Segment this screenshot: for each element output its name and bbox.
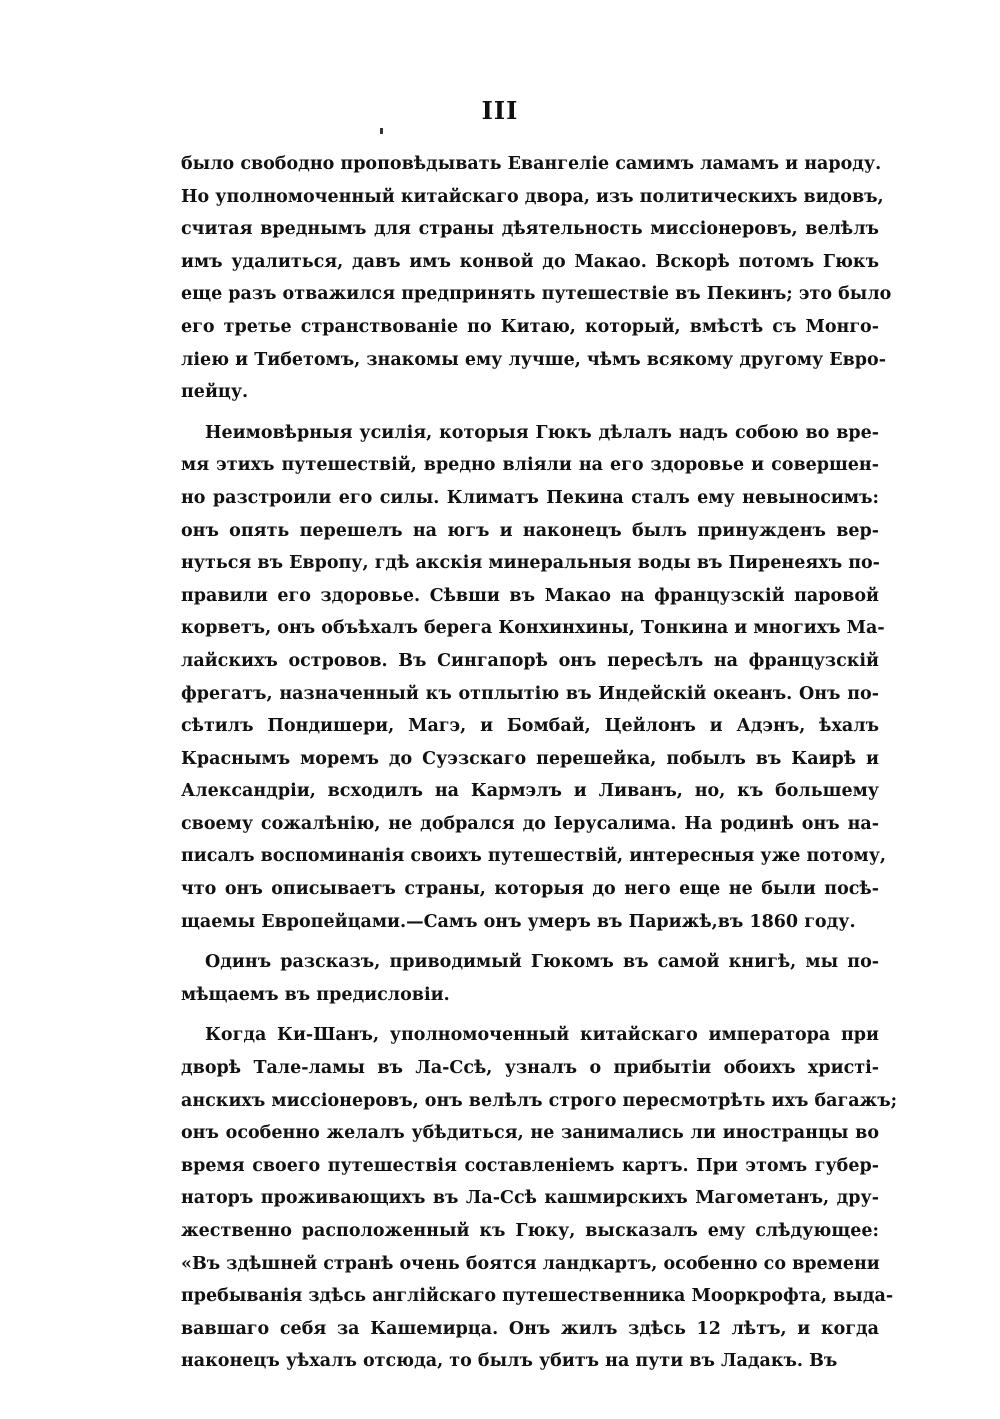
text-line: наконецъ уѣхалъ отсюда, то былъ убитъ на пути въ Ладакъ. Въ <box>181 1351 838 1372</box>
text-line: онъ опять перешелъ на югъ и наконецъ былъ принужденъ вер- <box>181 520 879 541</box>
text-line: лайскихъ островов. Въ Сингапорѣ онъ пересѣлъ на французскій <box>181 650 879 671</box>
text-line: пребыванія здѣсь англійскаго путешественника Мооркрофта, выда- <box>181 1286 894 1307</box>
text-line: что онъ описываетъ страны, которыя до него еще не были посѣ- <box>181 879 879 900</box>
text-line: Одинъ разсказъ, приводимый Гюкомъ въ самой книгѣ, мы по- <box>205 952 879 973</box>
text-line: Александріи, всходилъ на Кармэлъ и Ливанъ, но, къ большему <box>181 781 879 802</box>
ink-speck <box>380 128 383 134</box>
text-line: имъ удалиться, давъ имъ конвой до Макао. Вскорѣ потомъ Гюкъ <box>181 251 879 272</box>
text-line: щаемы Европейцами.—Самъ онъ умеръ въ Парижѣ,въ 1860 году. <box>181 911 856 932</box>
text-line: но разстроили его силы. Климатъ Пекина сталъ ему невыносимъ: <box>181 487 879 508</box>
text-line: фрегатъ, назначенный къ отплытію въ Индейскій океанъ. Онъ по- <box>181 683 879 704</box>
text-line: Но уполномоченный китайскаго двора, изъ политическихъ видовъ, <box>181 186 884 207</box>
text-line: нуться въ Европу, гдѣ акскія минеральныя воды въ Пиренеяхъ по- <box>181 553 880 574</box>
text-line: пейцу. <box>181 382 249 403</box>
text-line: Когда Ки-Шанъ, уполномоченный китайскаго императора при <box>205 1025 879 1046</box>
text-line: считая вреднымъ для страны дѣятельность миссіонеровъ, велѣлъ <box>181 219 879 240</box>
text-line: писалъ воспоминанія своихъ путешествій, интересныя уже потому, <box>181 846 886 867</box>
text-line: Неимовѣрныя усилія, которыя Гюкъ дѣлалъ надъ собою во вре- <box>205 422 879 443</box>
paragraph <box>181 148 892 409</box>
text-line: еще разъ отважился предпринять путешествіе въ Пекинъ; это было <box>181 284 892 305</box>
text-line: мя этихъ путешествій, вредно вліяли на его здоровье и совершен- <box>181 455 879 476</box>
text-line: время своего путешествія составленіемъ картъ. При этомъ губер- <box>181 1155 879 1176</box>
text-line: вавшаго себя за Кашемирца. Онъ жилъ здѣсь 12 лѣтъ, и когда <box>181 1318 879 1339</box>
paragraph <box>181 946 879 1011</box>
text-line: наторъ проживающихъ въ Ла-Ссѣ кашмирскихъ Магометанъ, дру- <box>181 1188 879 1209</box>
paragraph-gap <box>181 1011 879 1019</box>
text-line: «Въ здѣшней странѣ очень боятся ландкартъ, особенно со времени <box>181 1253 880 1274</box>
paragraph-gap <box>181 409 879 417</box>
paragraph-gap <box>181 938 879 946</box>
text-line: ліею и Тибетомъ, знакомы ему лучше, чѣмъ всякому другому Евро- <box>181 349 886 370</box>
text-line: своему сожалѣнію, не добрался до Іерусалима. На родинѣ онъ на- <box>181 813 879 834</box>
paragraph <box>181 1019 898 1378</box>
page-number: III <box>481 96 519 125</box>
body-text <box>181 148 898 1378</box>
text-line: его третье странствованіе по Китаю, который, вмѣстѣ съ Монго- <box>181 316 879 337</box>
text-line: онъ особенно желалъ убѣдиться, не занимались ли иностранцы во <box>181 1123 879 1144</box>
text-line: правили его здоровье. Сѣвши въ Макао на французскій паровой <box>181 585 879 606</box>
text-line: было свободно проповѣдывать Евангеліе самимъ ламамъ и народу. <box>181 154 882 174</box>
text-line: сѣтилъ Пондишери, Магэ, и Бомбай, Цейлонъ и Адэнъ, ѣхалъ <box>181 716 879 737</box>
text-line: жественно расположенный къ Гюку, высказалъ ему слѣдующее: <box>181 1221 879 1241</box>
text-line: мѣщаемъ въ предисловіи. <box>181 984 450 1005</box>
text-line: анскихъ миссіонеровъ, онъ велѣлъ строго пересмотрѣть ихъ багажъ; <box>181 1090 898 1111</box>
paragraph <box>181 417 886 939</box>
text-line: Краснымъ моремъ до Суэзскаго перешейка, побылъ въ Каирѣ и <box>181 748 879 769</box>
text-line: корветъ, онъ объѣхалъ берега Конхинхины, Тонкина и многихъ Ма- <box>181 618 885 639</box>
text-line: дворѣ Тале-ламы въ Ла-Ссѣ, узналъ о прибытіи обоихъ христі- <box>181 1058 879 1079</box>
